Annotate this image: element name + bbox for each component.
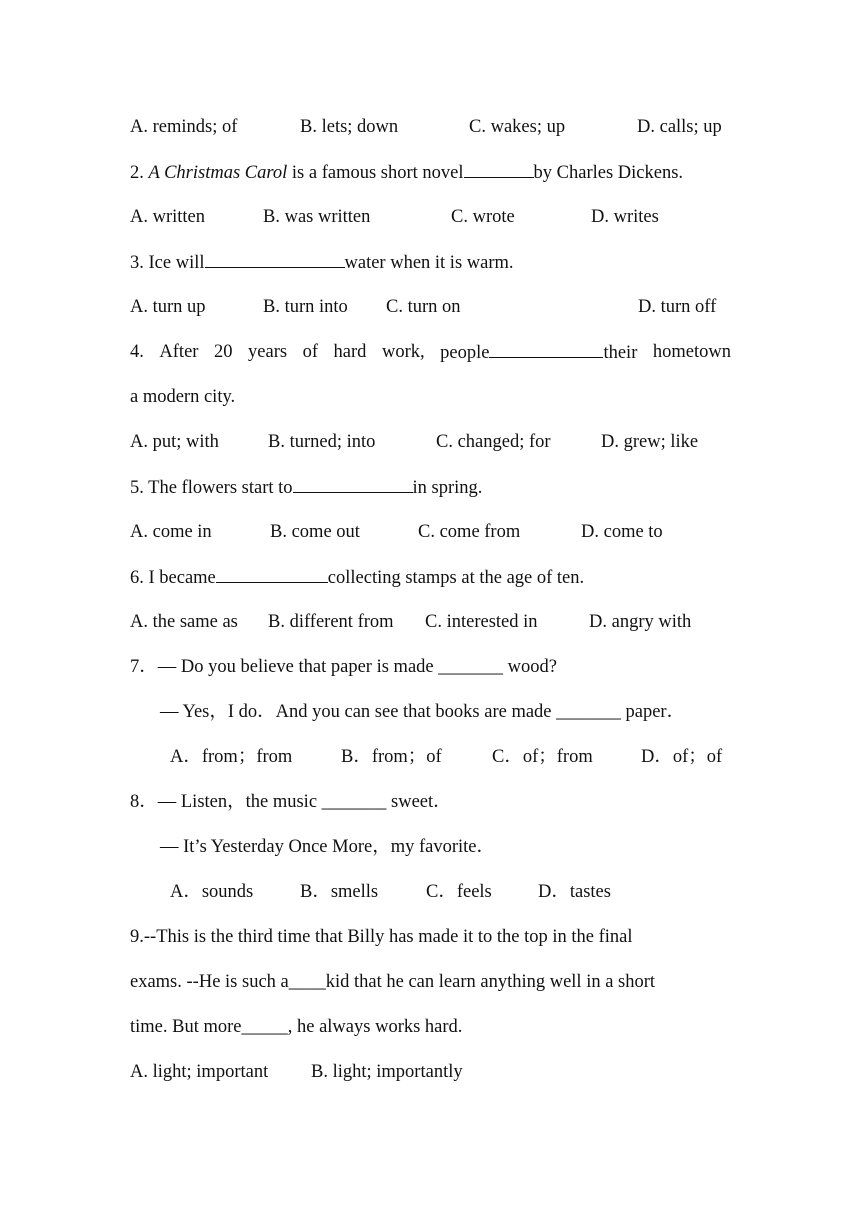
q3-option-a: A. turn up: [130, 297, 206, 317]
q2-option-d: D. writes: [591, 207, 659, 227]
q1-option-d: D. calls; up: [637, 117, 722, 137]
q7-option-d: D．of；of: [641, 747, 723, 767]
q2-option-c: C. wrote: [451, 207, 515, 227]
q4-option-c: C. changed; for: [436, 432, 551, 452]
q9-question-line1: 9.--This is the third time that Billy has made it to the top in the final: [130, 927, 633, 947]
q2-book-title: A Christmas Carol: [148, 163, 288, 183]
q5-option-a: A. come in: [130, 522, 212, 542]
q5-text-before: 5. The flowers start to: [130, 478, 293, 498]
q3-text-after: water when it is warm.: [344, 253, 514, 273]
q6-text-after: collecting stamps at the age of ten.: [327, 568, 585, 588]
q4-blank-group: [440, 340, 637, 365]
q4-word: 4.: [130, 342, 144, 362]
q3-option-b: B. turn into: [263, 297, 348, 317]
q9-option-b: B. light; importantly: [311, 1062, 463, 1082]
q2-option-b: B. was written: [263, 207, 371, 227]
q4-question-line1: [130, 340, 731, 365]
q4-option-a: A. put; with: [130, 432, 219, 452]
q6-text-before: 6. I became: [130, 568, 216, 588]
q2-text-after: by Charles Dickens.: [533, 163, 684, 183]
q4-word: hard: [333, 342, 367, 362]
q6-option-d: D. angry with: [589, 612, 692, 632]
q2-text-before: is a famous short novel: [291, 163, 464, 183]
q2-option-a: A. written: [130, 207, 206, 227]
q5-option-c: C. come from: [418, 522, 521, 542]
q6-option-c: C. interested in: [425, 612, 538, 632]
q3-text-before: 3. Ice will: [130, 253, 205, 273]
q2-blank: [464, 160, 534, 178]
q8-question-line2: — It’s Yesterday Once More，my favorite．: [160, 837, 495, 857]
q7-option-b: B．from；of: [341, 747, 442, 767]
q4-word: years: [248, 342, 288, 362]
q3-blank: [205, 250, 345, 268]
q3-option-d: D. turn off: [638, 297, 717, 317]
q4-word: After: [159, 342, 199, 362]
q7-option-a: A．from；from: [170, 747, 293, 767]
q4-word: of: [302, 342, 319, 362]
q5-option-d: D. come to: [581, 522, 663, 542]
q8-option-c: C．feels: [426, 882, 492, 902]
q3-question: [130, 250, 514, 275]
q7-question-line1: 7．— Do you believe that paper is made _______ wood?: [130, 657, 557, 677]
q6-question: [130, 565, 584, 590]
q5-text-after: in spring.: [412, 478, 483, 498]
q8-question-line1: 8．— Listen，the music _______ sweet．: [130, 792, 452, 812]
q4-word: their: [603, 343, 638, 363]
q5-option-b: B. come out: [270, 522, 360, 542]
q1-option-c: C. wakes; up: [469, 117, 566, 137]
q4-blank: [489, 340, 603, 358]
q9-option-a: A. light; important: [130, 1062, 269, 1082]
q4-option-d: D. grew; like: [601, 432, 699, 452]
q9-question-line3: time. But more_____, he always works hard.: [130, 1017, 463, 1037]
q2-number: 2.: [130, 163, 144, 183]
q4-option-b: B. turned; into: [268, 432, 376, 452]
q4-word: work,: [381, 342, 425, 362]
q6-blank: [216, 565, 328, 583]
q8-option-d: D．tastes: [538, 882, 611, 902]
q7-question-line2: — Yes，I do．And you can see that books are made _______ paper．: [160, 702, 686, 722]
q9-question-line2: exams. --He is such a____kid that he can learn anything well in a short: [130, 972, 656, 992]
q4-word: 20: [213, 342, 233, 362]
q4-question-line2: a modern city.: [130, 387, 236, 407]
q6-option-a: A. the same as: [130, 612, 238, 632]
q1-option-b: B. lets; down: [300, 117, 399, 137]
q4-word: hometown: [652, 342, 731, 362]
q4-word: people: [440, 343, 490, 363]
q7-option-c: C．of；from: [492, 747, 593, 767]
q8-option-a: A．sounds: [170, 882, 254, 902]
q8-option-b: B．smells: [300, 882, 379, 902]
q5-question: [130, 475, 482, 500]
q2-question: [130, 160, 683, 185]
q1-option-a: A. reminds; of: [130, 117, 238, 137]
q3-option-c: C. turn on: [386, 297, 461, 317]
q6-option-b: B. different from: [268, 612, 394, 632]
q5-blank: [293, 475, 413, 493]
